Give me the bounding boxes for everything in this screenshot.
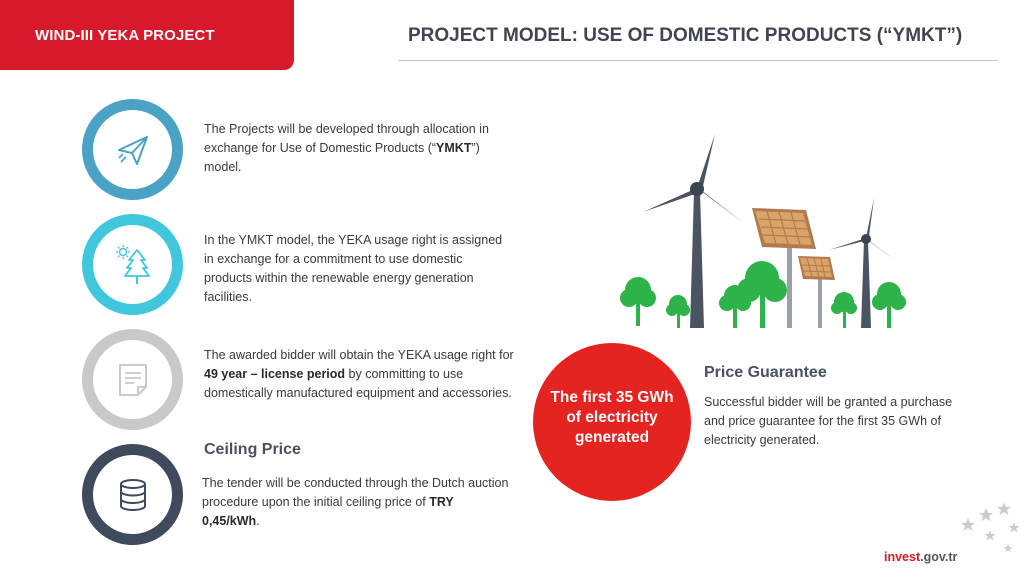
price-guarantee-heading: Price Guarantee: [704, 364, 827, 381]
solar-panel-small: [798, 256, 835, 328]
header-tab: [0, 0, 294, 70]
tree-ring: [82, 214, 183, 315]
ymkt-model-text: In the YMKT model, the YEKA usage right is assigned in exchange for a commitment to use domestic products within the renewable energy generation facilities.: [204, 233, 503, 304]
ymkt-intro-text: The Projects will be developed through allocation in exchange for Use of Domestic Products (“YMKT”) model.: [204, 122, 489, 174]
license-period-text: The awarded bidder will obtain the YEKA usage right for 49 year – license period by committing to use domestically manufactured equipment and accessories.: [204, 348, 514, 400]
invest-gov-logo: [884, 550, 957, 564]
tree: [620, 277, 656, 326]
database-icon: [118, 478, 148, 512]
header-tab-label: WIND-III YEKA PROJECT: [35, 27, 215, 44]
tree: [872, 282, 906, 328]
price-guarantee-text: Successful bidder will be granted a purchase and price guarantee for the first 35 GWh of electricity generated.: [704, 395, 953, 447]
tree: [831, 292, 857, 328]
paper-plane-icon: [115, 132, 151, 168]
highlight-circle: [533, 343, 691, 501]
decorative-stars: [960, 500, 1024, 576]
highlight-circle-text: The first 35 GWh of electricity generated: [550, 389, 674, 446]
paper-plane-ring: [82, 99, 183, 200]
tree: [737, 261, 787, 328]
license-period-value: 49 year – license period: [204, 367, 346, 381]
logo-domain: .gov.tr: [920, 550, 958, 564]
ceiling-price-value: TRY 0,45/kWh: [202, 495, 454, 528]
logo-brand: invest: [884, 550, 921, 564]
title-divider: [398, 60, 998, 61]
tree: [666, 295, 690, 328]
document-ring: [82, 329, 183, 430]
renewable-energy-illustration: [615, 128, 915, 333]
document-icon: [117, 362, 149, 398]
ceiling-price-text: The tender will be conducted through the Dutch auction procedure upon the initial ceiling price of TRY 0,45/kWh.: [202, 476, 509, 528]
page-title: PROJECT MODEL: USE OF DOMESTIC PRODUCTS (“YMKT”): [408, 25, 963, 46]
ymkt-abbreviation: YMKT: [436, 141, 472, 155]
tree-icon: [115, 244, 151, 286]
ceiling-price-heading: Ceiling Price: [204, 441, 301, 458]
database-ring: [82, 444, 183, 545]
